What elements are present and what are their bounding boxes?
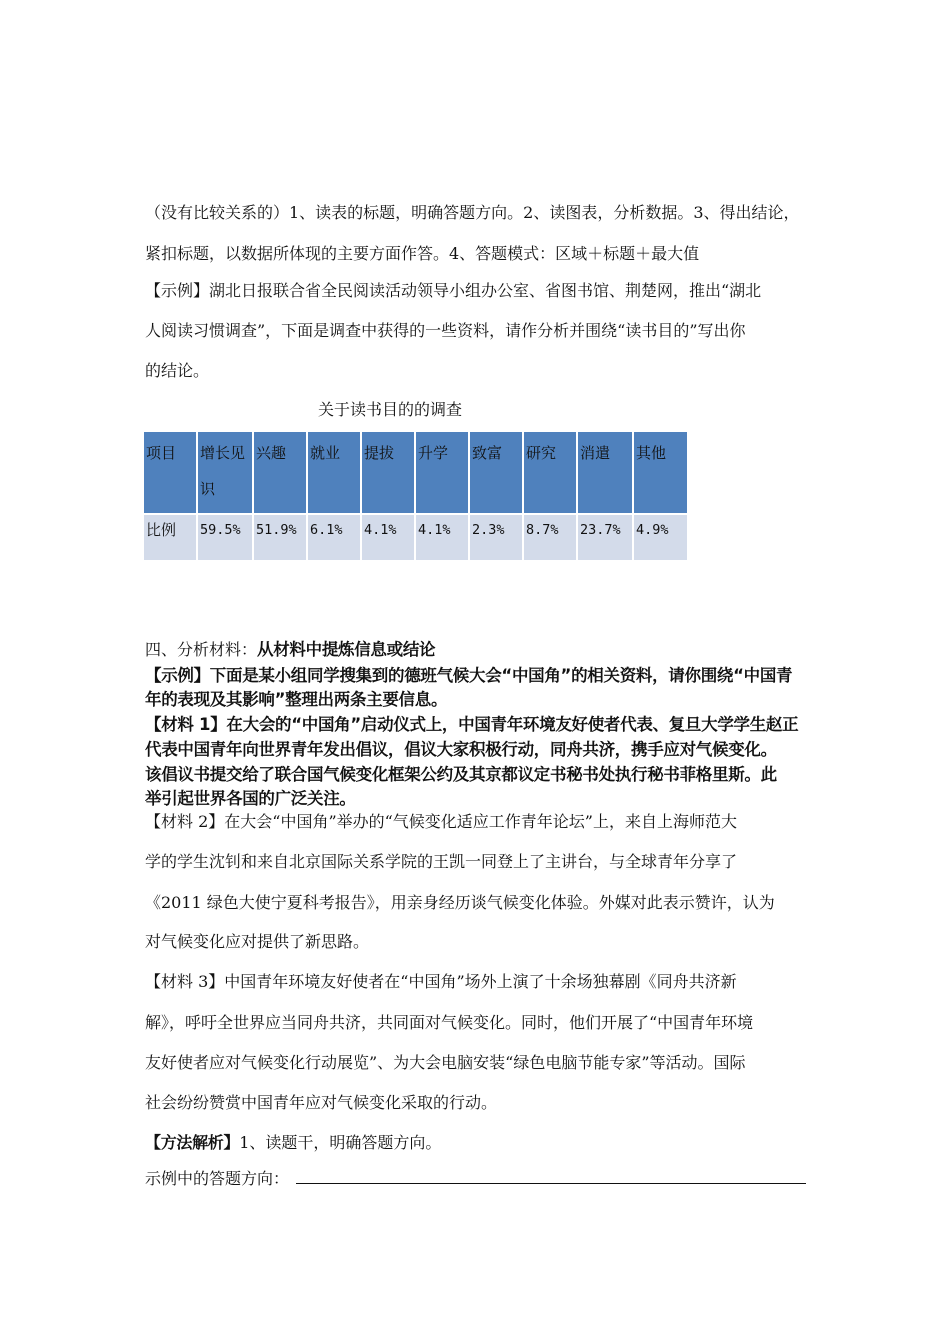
table-header-cell: 消遣 xyxy=(578,432,634,513)
material1-line-3: 该倡议书提交给了联合国气候变化框架公约及其京都议定书秘书处执行秘书菲格里斯。此 xyxy=(145,765,777,784)
table-cell: 4.1% xyxy=(416,513,470,560)
example1-line-1: 【示例】湖北日报联合省全民阅读活动领导小组办公室、省图书馆、荆楚网，推出“湖北 xyxy=(145,281,762,300)
intro-line-1: （没有比较关系的）1、读表的标题，明确答题方向。2、读图表，分析数据。3、得出结论， xyxy=(145,203,800,222)
table-header-cell: 兴趣 xyxy=(254,432,308,513)
table-cell: 4.9% xyxy=(634,513,687,560)
table-cell: 51.9% xyxy=(254,513,308,560)
table-caption: 关于读书目的的调查 xyxy=(318,400,463,419)
example2-line-1: 【示例】下面是某小组同学搜集到的德班气候大会“中国角”的相关资料，请你围绕“中国青 xyxy=(145,666,793,685)
section4-heading xyxy=(145,640,435,660)
table-header-cell: 项目 xyxy=(144,432,198,513)
material3-line-2: 解》，呼吁全世界应当同舟共济，共同面对气候变化。同时，他们开展了“中国青年环境 xyxy=(145,1013,754,1032)
material2-line-3: 《2011 绿色大使宁夏科考报告》，用亲身经历谈气候变化体验。外媒对此表示赞许，认为 xyxy=(145,893,775,912)
material1-line-2: 代表中国青年向世界青年发出倡议，倡议大家积极行动，同舟共济，携手应对气候变化。 xyxy=(145,740,777,759)
table-cell: 23.7% xyxy=(578,513,634,560)
material3-line-4: 社会纷纷赞赏中国青年应对气候变化采取的行动。 xyxy=(145,1093,498,1112)
table-cell: 比例 xyxy=(144,513,198,560)
example1-line-3: 的结论。 xyxy=(145,361,210,380)
method-text: 1、读题干，明确答题方向。 xyxy=(239,1133,442,1152)
material2-line-2: 学的学生沈钊和来自北京国际关系学院的王凯一同登上了主讲台，与全球青年分享了 xyxy=(145,852,738,871)
table-cell: 4.1% xyxy=(362,513,416,560)
example2-line-2: 年的表现及其影响”整理出两条主要信息。 xyxy=(145,690,448,709)
material3-line-1: 【材料 3】中国青年环境友好使者在“中国角”场外上演了十余场独幕剧《同舟共济新 xyxy=(145,972,737,991)
table-header-cell: 其他 xyxy=(634,432,687,513)
table-cell: 8.7% xyxy=(524,513,578,560)
table-header-cell: 致富 xyxy=(470,432,524,513)
material2-line-4: 对气候变化应对提供了新思路。 xyxy=(145,932,370,951)
answer-blank-line[interactable] xyxy=(296,1183,806,1184)
section4-heading-bold: 从材料中提炼信息或结论 xyxy=(257,640,436,659)
section4-heading-prefix: 四、分析材料： xyxy=(145,640,258,659)
table-header-cell: 提拔 xyxy=(362,432,416,513)
table-header-cell: 研究 xyxy=(524,432,578,513)
table-header-cell: 升学 xyxy=(416,432,470,513)
table-cell: 59.5% xyxy=(198,513,254,560)
table-header-cell: 就业 xyxy=(308,432,362,513)
table-cell: 6.1% xyxy=(308,513,362,560)
material1-line-4: 举引起世界各国的广泛关注。 xyxy=(145,789,356,808)
answer-prompt: 示例中的答题方向： xyxy=(145,1169,290,1188)
material3-line-3: 友好使者应对气候变化行动展览”、为大会电脑安装“绿色电脑节能专家”等活动。国际 xyxy=(145,1053,746,1072)
example1-line-2: 人阅读习惯调查”，下面是调查中获得的一些资料，请作分析并围绕“读书目的”写出你 xyxy=(145,321,746,340)
table-header-row xyxy=(144,432,687,513)
intro-line-2: 紧扣标题，以数据所体现的主要方面作答。4、答题模式：区域＋标题＋最大值 xyxy=(145,244,700,263)
table-header-cell: 增长见 识 xyxy=(198,432,254,513)
table-row xyxy=(144,513,687,560)
material1-line-1: 【材料 1】在大会的“中国角”启动仪式上，中国青年环境友好使者代表、复旦大学学生赵正 xyxy=(145,715,799,734)
survey-table xyxy=(144,432,687,560)
method-label: 【方法解析】 xyxy=(145,1133,240,1152)
method-line xyxy=(145,1133,441,1153)
material2-line-1: 【材料 2】在大会“中国角”举办的“气候变化适应工作青年论坛”上，来自上海师范大 xyxy=(145,812,737,831)
table-cell: 2.3% xyxy=(470,513,524,560)
